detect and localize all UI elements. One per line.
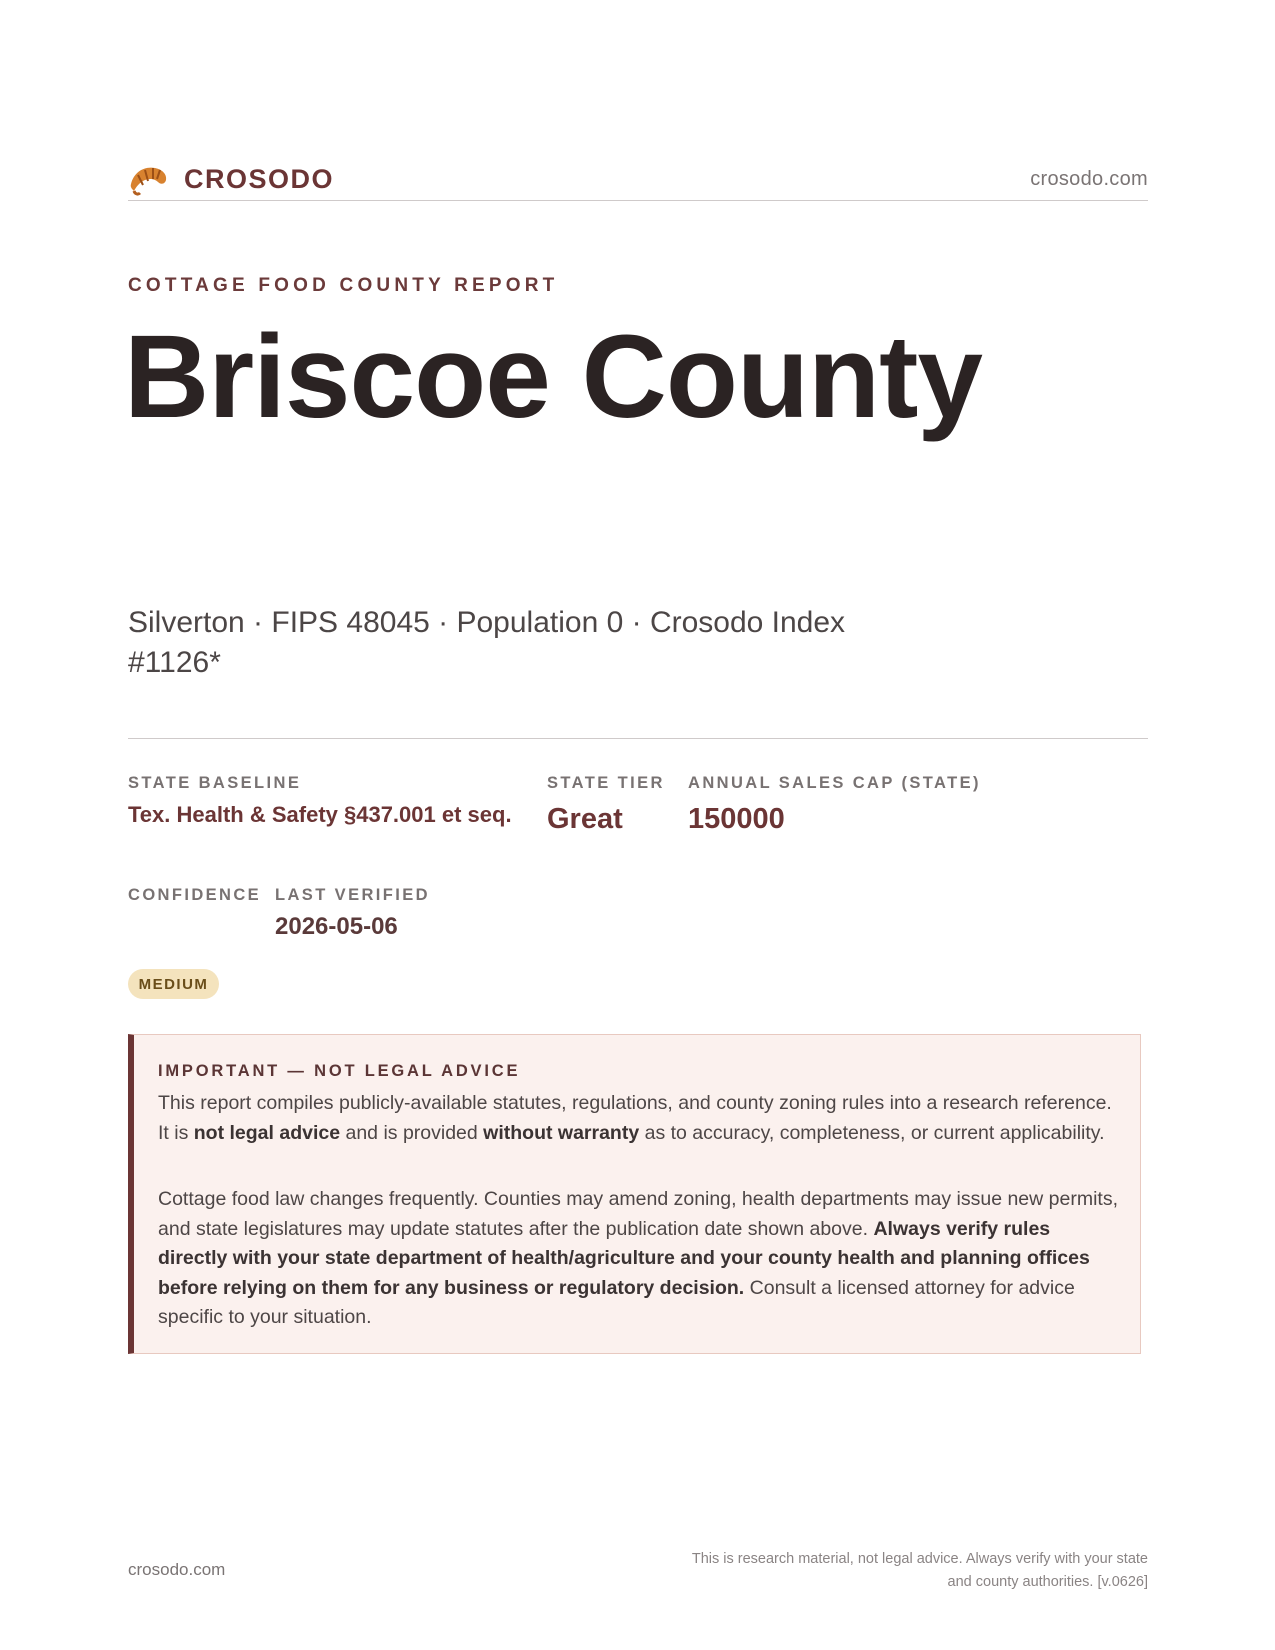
croissant-icon bbox=[128, 158, 170, 200]
notice-title: IMPORTANT — NOT LEGAL ADVICE bbox=[158, 1062, 521, 1080]
notice-text: and is provided bbox=[340, 1121, 484, 1144]
last-verified-value: 2026-05-06 bbox=[275, 913, 398, 940]
brand-header bbox=[128, 158, 334, 200]
notice-emphasis: not legal advice bbox=[193, 1121, 341, 1144]
footer-site-link[interactable]: crosodo.com bbox=[128, 1560, 226, 1579]
notice-text: This report compiles publicly-available statutes, regulations, and county zoning rules into a research reference. It is bbox=[158, 1092, 1112, 1144]
notice-paragraph-2 bbox=[158, 1185, 1118, 1333]
legal-notice-box bbox=[128, 1034, 1141, 1354]
state-tier-value: Great bbox=[547, 803, 623, 835]
page-title: Briscoe County bbox=[124, 311, 983, 443]
notice-text: as to accuracy, completeness, or current applicability. bbox=[639, 1121, 1105, 1144]
notice-text: Cottage food law changes frequently. Counties may amend zoning, health departments may issue new permits, and state legislatures may update statutes after the publication date shown above. bbox=[158, 1188, 1118, 1240]
state-baseline-label: STATE BASELINE bbox=[128, 774, 302, 792]
state-tier-label: STATE TIER bbox=[547, 774, 665, 792]
county-meta-line: Silverton · FIPS 48045 · Population 0 · Crosodo Index #1126* bbox=[128, 606, 846, 679]
notice-text: Consult a licensed attorney for advice specific to your situation. bbox=[158, 1276, 1075, 1328]
confidence-label: CONFIDENCE bbox=[128, 886, 262, 904]
annual-cap-label: ANNUAL SALES CAP (STATE) bbox=[688, 774, 981, 792]
footer-disclaimer-line-1: This is research material, not legal advice. Always verify with your state bbox=[691, 1551, 1148, 1567]
notice-emphasis: Always verify rules directly with your state department of health/agriculture and your county health and planning offices before relying on them for any business or regulatory decision. bbox=[158, 1217, 1090, 1299]
confidence-badge: MEDIUM bbox=[128, 969, 219, 999]
annual-cap-value: 150000 bbox=[688, 803, 785, 835]
last-verified-label: LAST VERIFIED bbox=[275, 886, 430, 904]
notice-paragraph-1 bbox=[158, 1089, 1118, 1148]
site-link[interactable]: crosodo.com bbox=[1030, 168, 1148, 190]
section-divider bbox=[128, 738, 1148, 739]
footer-disclaimer-line-2: and county authorities. [v.0626] bbox=[947, 1574, 1148, 1590]
footer-disclaimer bbox=[588, 1548, 1148, 1594]
header-divider bbox=[128, 200, 1148, 201]
report-eyebrow: COTTAGE FOOD COUNTY REPORT bbox=[128, 275, 559, 296]
notice-emphasis: without warranty bbox=[483, 1121, 640, 1144]
state-baseline-value: Tex. Health & Safety §437.001 et seq. bbox=[128, 802, 512, 827]
brand-name: CROSODO bbox=[184, 163, 335, 194]
